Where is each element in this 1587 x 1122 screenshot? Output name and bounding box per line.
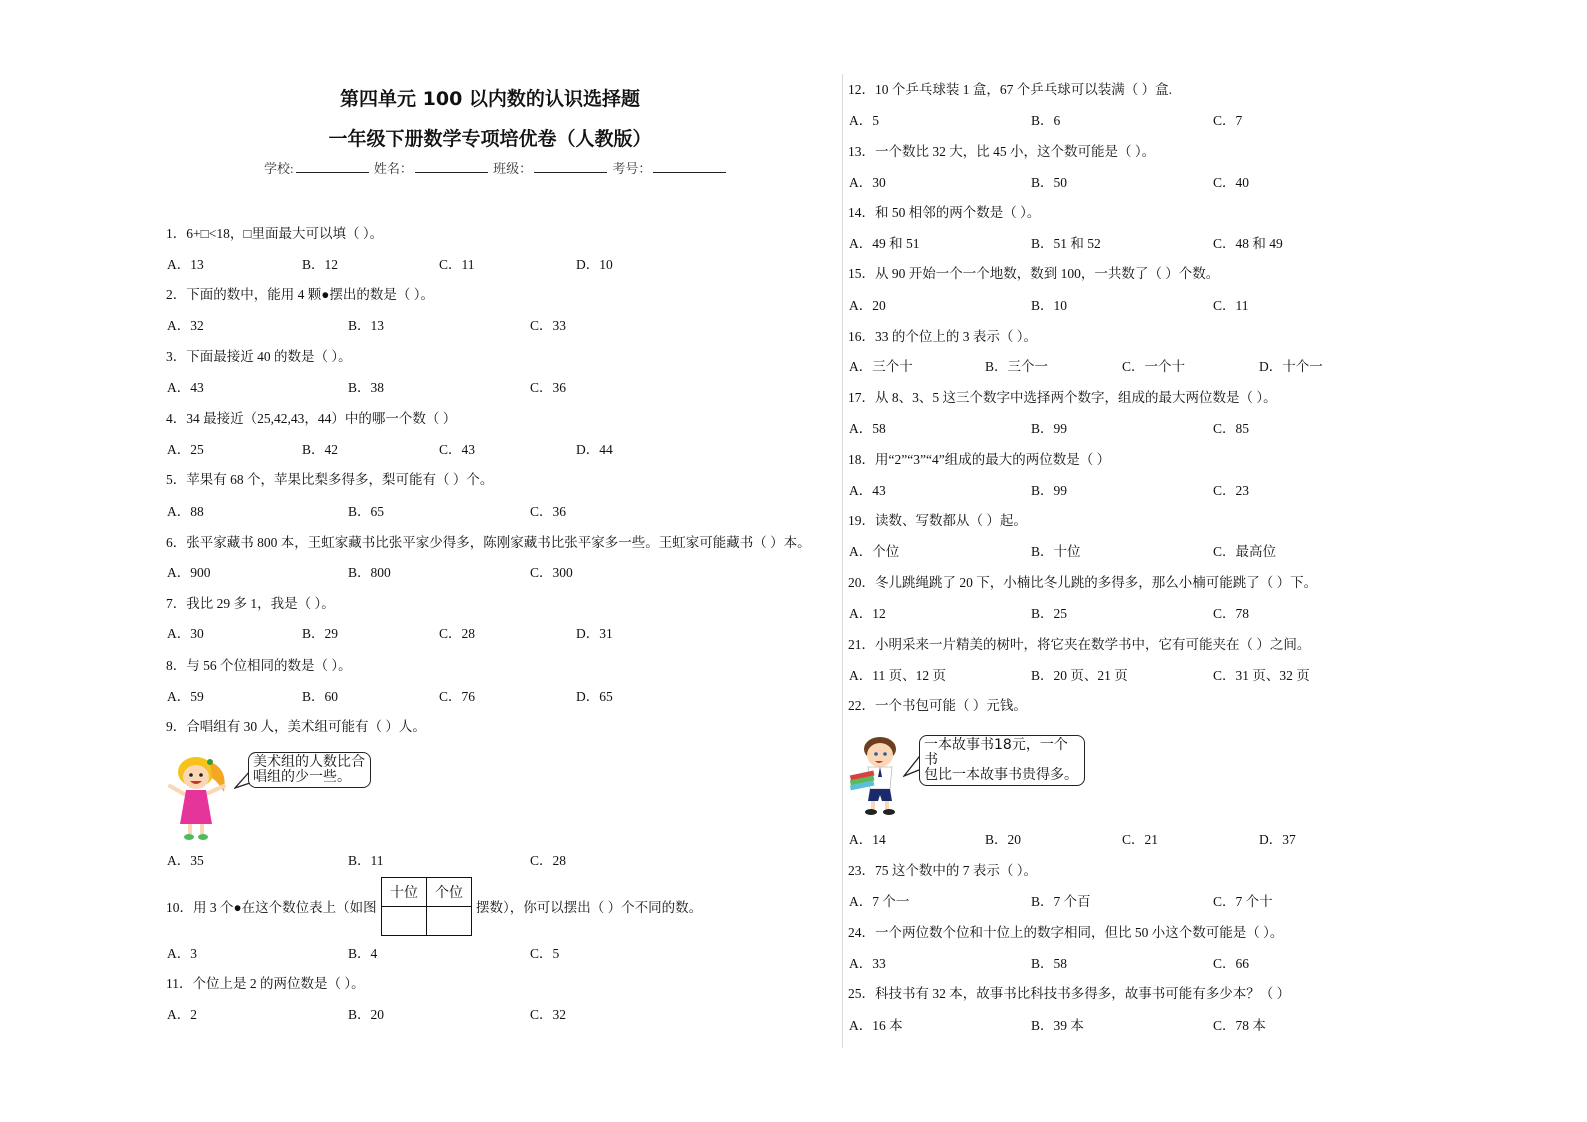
question-15-stem: 15．从 90 开始一个一个地数，数到 100，一共数了（ ）个数。 <box>848 266 1220 281</box>
q24-option-c[interactable]: C．66 <box>1213 956 1250 971</box>
q25-option-a[interactable]: A．16 本 <box>849 1018 903 1033</box>
q3-option-c[interactable]: C．36 <box>530 380 567 395</box>
question-16-stem: 16．33 的个位上的 3 表示（ ）。 <box>848 329 1037 344</box>
q6-option-c[interactable]: C．300 <box>530 565 573 580</box>
name-field[interactable] <box>415 160 488 173</box>
q16-option-d[interactable]: D．十个一 <box>1259 359 1323 374</box>
q5-option-c[interactable]: C．36 <box>530 504 567 519</box>
girl-speech-bubble <box>248 752 371 788</box>
bubble-line-2: 唱组的少一些。 <box>253 769 351 785</box>
question-6-stem: 6．张平家藏书 800 本，王虹家藏书比张平家少得多，陈刚家藏书比张平家多一些。王虹家可能藏书（ ）本。 <box>166 535 811 550</box>
question-1-stem: 1．6+□<18，□里面最大可以填（ ）。 <box>166 226 384 241</box>
girl-illustration <box>166 752 234 842</box>
q21-option-c[interactable]: C．31 页、32 页 <box>1213 668 1310 683</box>
q18-option-a[interactable]: A．43 <box>849 483 886 498</box>
boy-illustration <box>848 735 910 817</box>
q18-option-b[interactable]: B．99 <box>1031 483 1068 498</box>
q13-option-c[interactable]: C．40 <box>1213 175 1250 190</box>
q1-option-c[interactable]: C．11 <box>439 257 475 272</box>
question-4-stem: 4．34 最接近（25,42,43，44）中的哪一个数（ ） <box>166 411 457 426</box>
question-24-stem: 24．一个两位数个位和十位上的数字相同，但比 50 小这个数可能是（ ）。 <box>848 925 1284 940</box>
q12-option-c[interactable]: C．7 <box>1213 113 1243 128</box>
q5-option-a[interactable]: A．88 <box>167 504 204 519</box>
q24-option-a[interactable]: A．33 <box>849 956 886 971</box>
q25-option-b[interactable]: B．39 本 <box>1031 1018 1084 1033</box>
q2-option-b[interactable]: B．13 <box>348 318 385 333</box>
q14-option-a[interactable]: A．49 和 51 <box>849 236 920 251</box>
question-8-stem: 8．与 56 个位相同的数是（ ）。 <box>166 658 352 673</box>
q11-option-a[interactable]: A．2 <box>167 1007 197 1022</box>
q4-option-c[interactable]: C．43 <box>439 442 476 457</box>
q22-option-b[interactable]: B．20 <box>985 832 1022 847</box>
question-21-stem: 21．小明采来一片精美的树叶，将它夹在数学书中，它有可能夹在（ ）之间。 <box>848 637 1311 652</box>
q14-option-c[interactable]: C．48 和 49 <box>1213 236 1283 251</box>
q1-option-d[interactable]: D．10 <box>576 257 613 272</box>
question-13-stem: 13．一个数比 32 大，比 45 小，这个数可能是（ ）。 <box>848 144 1156 159</box>
q10-option-b[interactable]: B．4 <box>348 946 378 961</box>
q9-option-a[interactable]: A．35 <box>167 853 204 868</box>
question-5-stem: 5．苹果有 68 个，苹果比梨多得多，梨可能有（ ）个。 <box>166 472 494 487</box>
class-label: 班级： <box>493 161 533 176</box>
q4-option-a[interactable]: A．25 <box>167 442 204 457</box>
q4-option-d[interactable]: D．44 <box>576 442 613 457</box>
q23-option-c[interactable]: C．7 个十 <box>1213 894 1273 909</box>
q22-option-c[interactable]: C．21 <box>1122 832 1159 847</box>
question-9-stem: 9．合唱组有 30 人，美术组可能有（ ）人。 <box>166 719 426 734</box>
question-14-stem: 14．和 50 相邻的两个数是（ ）。 <box>848 205 1041 220</box>
q8-option-c[interactable]: C．76 <box>439 689 476 704</box>
tens-cell <box>382 907 427 936</box>
q19-option-c[interactable]: C．最高位 <box>1213 544 1277 559</box>
question-10-stem-end: 摆数），你可以摆出（ ）个不同的数。 <box>476 900 703 915</box>
question-11-stem: 11．个位上是 2 的两位数是（ ）。 <box>166 976 365 991</box>
exam-number-field[interactable] <box>653 160 726 173</box>
question-2-stem: 2．下面的数中，能用 4 颗●摆出的数是（ ）。 <box>166 287 435 302</box>
q2-option-a[interactable]: A．32 <box>167 318 204 333</box>
q21-option-b[interactable]: B．20 页、21 页 <box>1031 668 1128 683</box>
ones-header: 个位 <box>427 878 472 907</box>
q20-option-a[interactable]: A．12 <box>849 606 886 621</box>
tens-header: 十位 <box>382 878 427 907</box>
q16-option-a[interactable]: A．三个十 <box>849 359 913 374</box>
q20-option-c[interactable]: C．78 <box>1213 606 1250 621</box>
question-25-stem: 25．科技书有 32 本，故事书比科技书多得多，故事书可能有多少本？（ ） <box>848 986 1291 1001</box>
q23-option-a[interactable]: A．7 个一 <box>849 894 910 909</box>
q9-option-c[interactable]: C．28 <box>530 853 567 868</box>
q9-option-b[interactable]: B．11 <box>348 853 384 868</box>
q12-option-b[interactable]: B．6 <box>1031 113 1061 128</box>
q10-option-c[interactable]: C．5 <box>530 946 560 961</box>
q17-option-c[interactable]: C．85 <box>1213 421 1250 436</box>
bubble-line-2: 包比一本故事书贵得多。 <box>924 767 1078 783</box>
q13-option-a[interactable]: A．30 <box>849 175 886 190</box>
q14-option-b[interactable]: B．51 和 52 <box>1031 236 1101 251</box>
school-label: 学校: <box>264 161 294 176</box>
class-field[interactable] <box>534 160 607 173</box>
question-18-stem: 18．用“2”“3”“4”组成的最大的两位数是（ ） <box>848 452 1111 467</box>
question-7-stem: 7．我比 29 多 1，我是（ ）。 <box>166 596 335 611</box>
q25-option-c[interactable]: C．78 本 <box>1213 1018 1266 1033</box>
q11-option-c[interactable]: C．32 <box>530 1007 567 1022</box>
exam-title: 第四单元 100 以内数的认识选择题 <box>340 88 640 110</box>
q4-option-b[interactable]: B．42 <box>302 442 339 457</box>
q15-option-b[interactable]: B．10 <box>1031 298 1068 313</box>
q18-option-c[interactable]: C．23 <box>1213 483 1250 498</box>
q15-option-a[interactable]: A．20 <box>849 298 886 313</box>
q16-option-b[interactable]: B．三个一 <box>985 359 1049 374</box>
q21-option-a[interactable]: A．11 页、12 页 <box>849 668 946 683</box>
q7-option-a[interactable]: A．30 <box>167 626 204 641</box>
q23-option-b[interactable]: B．7 个百 <box>1031 894 1091 909</box>
question-22-stem: 22．一个书包可能（ ）元钱。 <box>848 698 1027 713</box>
question-19-stem: 19．读数、写数都从（ ）起。 <box>848 513 1027 528</box>
question-3-stem: 3．下面最接近 40 的数是（ ）。 <box>166 349 352 364</box>
school-field[interactable] <box>296 160 369 173</box>
q8-option-b[interactable]: B．60 <box>302 689 339 704</box>
name-label: 姓名： <box>373 161 413 176</box>
exam-subtitle: 一年级下册数学专项培优卷（人教版） <box>328 128 652 150</box>
column-divider <box>842 74 843 1048</box>
q7-option-b[interactable]: B．29 <box>302 626 339 641</box>
q8-option-a[interactable]: A．59 <box>167 689 204 704</box>
q19-option-b[interactable]: B．十位 <box>1031 544 1081 559</box>
bubble-line-1: 一本故事书18元，一个书 <box>924 737 1068 768</box>
q24-option-b[interactable]: B．58 <box>1031 956 1068 971</box>
question-12-stem: 12．10 个乒乓球装 1 盒，67 个乒乓球可以装满（ ）盒. <box>848 82 1172 97</box>
q1-option-a[interactable]: A．13 <box>167 257 204 272</box>
boy-speech-bubble <box>919 735 1085 786</box>
q16-option-c[interactable]: C．一个十 <box>1122 359 1186 374</box>
q13-option-b[interactable]: B．50 <box>1031 175 1068 190</box>
place-value-table <box>381 877 472 936</box>
q20-option-b[interactable]: B．25 <box>1031 606 1068 621</box>
q22-option-d[interactable]: D．37 <box>1259 832 1296 847</box>
exam-number-label: 考号： <box>612 161 652 176</box>
q2-option-c[interactable]: C．33 <box>530 318 567 333</box>
q6-option-a[interactable]: A．900 <box>167 565 211 580</box>
q3-option-a[interactable]: A．43 <box>167 380 204 395</box>
q3-option-b[interactable]: B．38 <box>348 380 385 395</box>
q7-option-c[interactable]: C．28 <box>439 626 476 641</box>
q15-option-c[interactable]: C．11 <box>1213 298 1249 313</box>
q12-option-a[interactable]: A．5 <box>849 113 879 128</box>
bubble-line-1: 美术组的人数比合 <box>253 754 365 770</box>
q10-option-a[interactable]: A．3 <box>167 946 197 961</box>
q17-option-b[interactable]: B．99 <box>1031 421 1068 436</box>
question-20-stem: 20．冬儿跳绳跳了 20 下，小楠比冬儿跳的多得多，那么小楠可能跳了（ ）下。 <box>848 575 1318 590</box>
q11-option-b[interactable]: B．20 <box>348 1007 385 1022</box>
student-info-line <box>264 158 728 177</box>
q8-option-d[interactable]: D．65 <box>576 689 613 704</box>
question-10-stem-start: 10．用 3 个●在这个数位表上（如图 <box>166 900 377 915</box>
q7-option-d[interactable]: D．31 <box>576 626 613 641</box>
q17-option-a[interactable]: A．58 <box>849 421 886 436</box>
q22-option-a[interactable]: A．14 <box>849 832 886 847</box>
q1-option-b[interactable]: B．12 <box>302 257 339 272</box>
q6-option-b[interactable]: B．800 <box>348 565 391 580</box>
q19-option-a[interactable]: A．个位 <box>849 544 900 559</box>
ones-cell <box>427 907 472 936</box>
question-17-stem: 17．从 8、3、5 这三个数字中选择两个数字，组成的最大两位数是（ ）。 <box>848 390 1277 405</box>
q5-option-b[interactable]: B．65 <box>348 504 385 519</box>
question-23-stem: 23．75 这个数中的 7 表示（ ）。 <box>848 863 1037 878</box>
